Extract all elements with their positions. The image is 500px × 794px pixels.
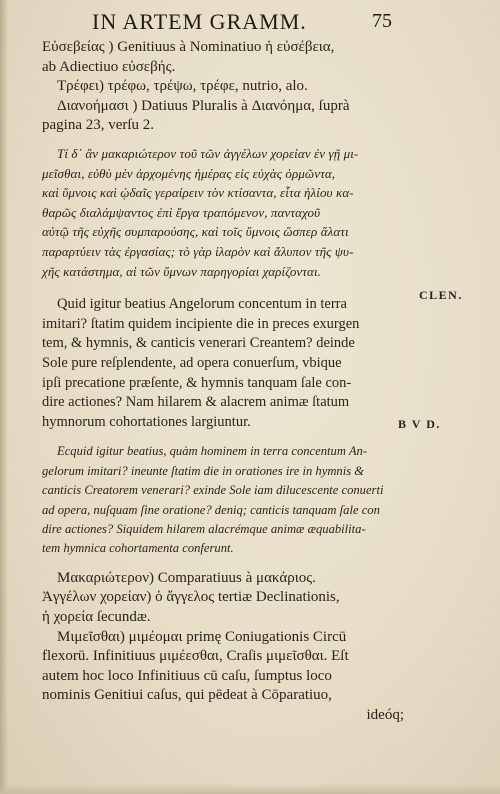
note-line: flexorū. Infinitiuus μιμέεσθαι, Craſis μιμεῖσθαι. Eſt xyxy=(42,648,349,665)
greek-line: καὶ ὕμνοις καὶ ᾠδαῖς γεραίρειν τὸν κτίσαντα, εἶτα ἡλίου κα- xyxy=(42,185,354,201)
note-line: autem hoc loco Infinitiuus cū caſu, ſumptus loco xyxy=(42,667,332,684)
latin-italic-line: Ecquid igitur beatius, quàm hominem in terra concentum An- xyxy=(57,444,368,459)
note-line: Διανοήμασι ) Datiuus Pluralis à Διανόημα, ſuprà xyxy=(57,97,350,114)
latin-line: hymnorum cohortationes largiuntur. xyxy=(42,413,251,430)
greek-line: αὐτῷ τῆς εὐχῆς συμπαρούσης, καὶ τοῖς ὕμνοις ὥσπερ ἅλατι xyxy=(42,224,349,240)
latin-italic-line: canticis Creatorem venerari? exinde Sole iam dilucescente conuerti xyxy=(42,483,384,498)
note-line: ἡ χορεία ſecundæ. xyxy=(42,608,151,625)
note-line: ab Adiectiuo εὐσεβής. xyxy=(42,58,176,75)
grammar-notes-top xyxy=(42,38,404,136)
greek-passage xyxy=(42,144,404,281)
margin-note-bud: B V D. xyxy=(398,417,441,431)
latin-translation-bud xyxy=(42,442,404,558)
greek-line: μεῖσθαι, εὐθὺ μὲν ἀρχομένης ἡμέρας εἰς εὐχὰς ὁρμῶντα, xyxy=(42,165,336,181)
latin-italic-line: gelorum imitari? ineunte ſtatim die in orationes ire in hymnis & xyxy=(42,463,365,478)
page-number: 75 xyxy=(372,10,392,32)
latin-italic-line: dire actiones? Siquidem hilarem alacrémque animæ æquabilita- xyxy=(42,521,366,536)
page-gutter-shadow xyxy=(0,0,8,794)
note-line: Εὐσεβείας ) Genitiuus à Nominatiuo ἡ εὐσέβεια, xyxy=(42,39,335,55)
latin-line: Sole pure reſplendente, ad opera conuerſum, vbique xyxy=(42,354,342,371)
margin-note-clen: CLEN. xyxy=(419,288,463,302)
latin-line: dire actiones? Nam hilarem & alacrem animæ ſtatum xyxy=(42,394,350,411)
page-bottom-shadow xyxy=(0,784,500,794)
catchword: ideóq; xyxy=(366,706,404,723)
running-head: IN ARTEM GRAMM. xyxy=(92,9,307,34)
latin-line: ipſi precatione præſente, & hymnis tanquam ſale con- xyxy=(42,374,352,391)
note-line: nominis Genitiui caſus, qui pēdeat à Cōparatiuo, xyxy=(42,687,332,704)
greek-line: παραρτύειν τὰς ἐργασίας; τὸ γὰρ ἱλαρὸν καὶ ἄλυπον τῆς ψυ- xyxy=(42,243,354,259)
latin-line: Quid igitur beatius Angelorum concentum in terra xyxy=(57,296,347,313)
latin-translation-clen xyxy=(42,295,404,432)
greek-line: θαρῶς διαλάμψαντος ἐπὶ ἔργα τραπόμενον, πανταχοῦ xyxy=(42,204,321,220)
note-line: Μακαριώτερον) Comparatiuus à μακάριος. xyxy=(57,569,316,586)
note-line: Ἀγγέλων χορείαν) ὁ ἄγγελος tertiæ Declinationis, xyxy=(42,589,340,606)
latin-line: tem, & hymnis, & canticis venerari Creantem? deinde xyxy=(42,335,355,352)
latin-line: imitari? ſtatim quidem incipiente die in preces exurgen xyxy=(42,315,360,332)
greek-line: χῆς κατάστημα, αἱ τῶν ὕμνων παρηγορίαι χαρίζονται. xyxy=(42,263,322,279)
greek-line: Τί δ᾽ ἂν μακαριώτερον τοῦ τῶν ἀγγέλων χορείαν ἐν γῇ μι- xyxy=(57,145,359,161)
latin-italic-line: ad opera, nuſquam ſine oratione? deniq; canticis tanquam ſale con xyxy=(42,502,380,517)
note-line: Μιμεῖσθαι) μιμέομαι primę Coniugationis Circū xyxy=(57,628,347,645)
grammar-notes-bottom xyxy=(42,569,404,726)
latin-italic-line: tem hymnica cohortamenta conferunt. xyxy=(42,541,234,556)
note-line: Τρέφει) τρέφω, τρέψω, τρέφε, nutrio, alo. xyxy=(57,78,308,95)
page-body xyxy=(42,38,404,725)
note-line: pagina 23, verſu 2. xyxy=(42,117,155,134)
